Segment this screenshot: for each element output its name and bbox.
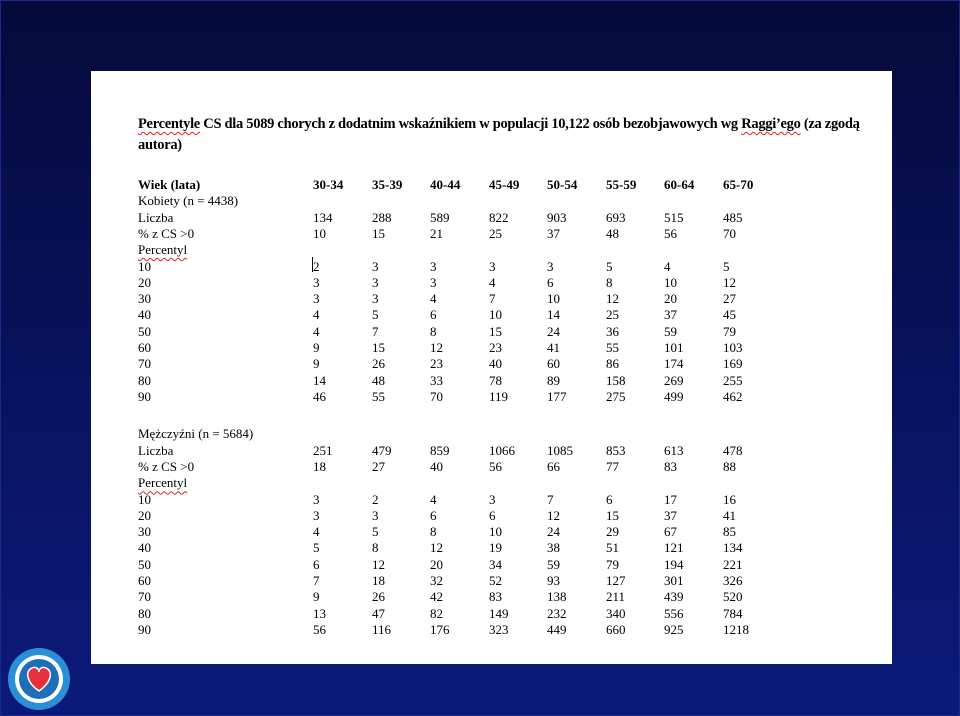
table-cell: 6 <box>430 507 437 523</box>
table-cell: 27 <box>723 291 736 307</box>
table-cell: 169 <box>723 356 743 372</box>
table-cell: 3 <box>430 258 437 274</box>
table-cell: 6 <box>547 274 554 290</box>
table-row <box>91 523 892 540</box>
table-row <box>91 588 892 605</box>
table-cell: 121 <box>664 540 684 556</box>
table-cell: 3 <box>489 258 496 274</box>
text-cursor <box>312 257 313 272</box>
table-cell: 323 <box>489 621 509 637</box>
table-cell: 221 <box>723 556 743 572</box>
table-cell: 439 <box>664 589 684 605</box>
table-row <box>91 621 892 638</box>
table-cell: 38 <box>547 540 560 556</box>
table-cell: 462 <box>723 388 743 404</box>
table-cell: 3 <box>313 491 320 507</box>
table-cell: 8 <box>372 540 379 556</box>
row-label: Percentyl <box>138 475 188 491</box>
table-cell: 10 <box>313 225 326 241</box>
table-row <box>91 539 892 556</box>
table-cell: 4 <box>430 291 437 307</box>
row-label: Liczba <box>138 442 174 458</box>
table-cell: 520 <box>723 589 743 605</box>
table-cell: 32 <box>430 573 443 589</box>
table-cell: 3 <box>372 507 379 523</box>
table-cell: 1085 <box>547 442 573 458</box>
table-cell: 903 <box>547 209 567 225</box>
table-cell: 3 <box>372 291 379 307</box>
table-cell: 7 <box>372 323 379 339</box>
row-label: Kobiety (n = 4438) <box>138 193 239 209</box>
table-cell: 37 <box>547 225 560 241</box>
row-label: 30 <box>138 524 151 540</box>
row-label: % z CS >0 <box>138 458 195 474</box>
table-cell: 5 <box>372 524 379 540</box>
table-row <box>91 290 892 307</box>
table-cell: 88 <box>723 458 736 474</box>
table-cell: 15 <box>372 225 385 241</box>
heart-logo-icon <box>6 646 72 712</box>
table-cell: 9 <box>313 589 320 605</box>
title-part-2: CS dla 5089 chorych z dodatnim wskaźnikiem w populacji 10,122 osób bezobjawowych wg <box>199 116 742 132</box>
row-label: Liczba <box>138 209 174 225</box>
table-cell: 46 <box>313 388 326 404</box>
table-cell: 515 <box>664 209 684 225</box>
row-label: 90 <box>138 621 151 637</box>
table-cell: 149 <box>489 605 509 621</box>
table-cell: 822 <box>489 209 509 225</box>
table-row <box>91 572 892 589</box>
table-cell: 12 <box>723 274 736 290</box>
table-cell: 15 <box>489 323 502 339</box>
table-cell: 103 <box>723 340 743 355</box>
table-cell: 79 <box>723 323 736 339</box>
table-cell: 36 <box>606 323 619 339</box>
table-cell: 119 <box>489 388 509 404</box>
table-cell: 37 <box>664 307 677 323</box>
table-cell: 449 <box>547 621 567 637</box>
table-cell: 174 <box>664 356 684 372</box>
title-part-1: Percentyle <box>138 116 200 132</box>
table-cell: 56 <box>664 225 677 241</box>
table-cell: 89 <box>547 372 560 388</box>
table-cell: 4 <box>664 258 671 274</box>
table-cell: 14 <box>313 372 326 388</box>
row-label: 20 <box>138 274 151 290</box>
table-cell: 4 <box>313 524 320 540</box>
table-cell: 7 <box>547 491 554 507</box>
table-cell: 255 <box>723 372 743 388</box>
table-row <box>91 258 892 275</box>
table-cell: 3 <box>313 274 320 290</box>
table-cell: 50-54 <box>547 177 578 192</box>
row-label: 10 <box>138 258 151 274</box>
table-cell: 79 <box>606 556 619 572</box>
table-cell: 60 <box>547 356 560 372</box>
row-label: 40 <box>138 540 151 556</box>
table-cell: 4 <box>313 323 320 339</box>
title-part-4: (za zgodą autora) <box>138 116 860 153</box>
document-page <box>91 71 892 664</box>
table-cell: 65-70 <box>723 177 754 192</box>
table-cell: 4 <box>430 491 437 507</box>
table-row <box>91 306 892 323</box>
table-cell: 12 <box>430 340 443 355</box>
table-cell: 859 <box>430 442 450 458</box>
table-cell: 134 <box>313 209 333 225</box>
table-cell: 5 <box>313 540 320 556</box>
table-cell: 86 <box>606 356 619 372</box>
table-cell: 6 <box>489 507 496 523</box>
table-cell: 4 <box>489 274 496 290</box>
table-cell: 5 <box>606 258 613 274</box>
table-cell: 70 <box>430 388 443 404</box>
count-row <box>91 442 892 459</box>
table-row <box>91 355 892 372</box>
percent-row <box>91 458 892 475</box>
table-cell: 7 <box>489 291 496 307</box>
table-row <box>91 388 892 405</box>
table-cell: 6 <box>606 491 613 507</box>
table-cell: 251 <box>313 442 333 458</box>
row-label: 10 <box>138 491 151 507</box>
table-cell: 693 <box>606 209 626 225</box>
row-label: % z CS >0 <box>138 225 195 241</box>
table-cell: 66 <box>547 458 560 474</box>
row-label: 60 <box>138 340 151 355</box>
table-cell: 60-64 <box>664 177 695 192</box>
table-row <box>91 556 892 573</box>
header-row <box>91 176 892 193</box>
table-cell: 177 <box>547 388 567 404</box>
table-cell: 4 <box>313 307 320 323</box>
table-cell: 232 <box>547 605 567 621</box>
table-cell: 101 <box>664 340 684 355</box>
table-cell: 29 <box>606 524 619 540</box>
table-cell: 56 <box>489 458 502 474</box>
table-cell: 158 <box>606 372 626 388</box>
table-cell: 613 <box>664 442 684 458</box>
table-cell: 70 <box>723 225 736 241</box>
table-cell: 485 <box>723 209 743 225</box>
table-cell: 3 <box>430 274 437 290</box>
table-cell: 1218 <box>723 621 749 637</box>
table-cell: 19 <box>489 540 502 556</box>
table-cell: 2 <box>313 258 320 274</box>
table-cell: 9 <box>313 340 320 355</box>
table-cell: 25 <box>489 225 502 241</box>
table-cell: 288 <box>372 209 392 225</box>
table-cell: 12 <box>606 291 619 307</box>
table-cell: 925 <box>664 621 684 637</box>
table-cell: 15 <box>606 507 619 523</box>
table-cell: 41 <box>547 340 560 355</box>
table-cell: 55 <box>372 388 385 404</box>
row-label: 80 <box>138 605 151 621</box>
table-cell: 83 <box>664 458 677 474</box>
table-cell: 275 <box>606 388 626 404</box>
row-label: Wiek (lata) <box>138 177 201 192</box>
table-cell: 211 <box>606 589 626 605</box>
table-cell: 478 <box>723 442 743 458</box>
percentile-label <box>91 241 892 258</box>
table-cell: 26 <box>372 589 385 605</box>
table-cell: 6 <box>430 307 437 323</box>
table-cell: 26 <box>372 356 385 372</box>
table-cell: 116 <box>372 621 392 637</box>
table-cell: 17 <box>664 491 677 507</box>
table-cell: 9 <box>313 356 320 372</box>
table-cell: 16 <box>723 491 736 507</box>
table-cell: 589 <box>430 209 450 225</box>
table-cell: 35-39 <box>372 177 403 192</box>
table-cell: 85 <box>723 524 736 540</box>
table-row <box>91 339 892 356</box>
table-cell: 93 <box>547 573 560 589</box>
table-row <box>91 274 892 291</box>
table-cell: 479 <box>372 442 392 458</box>
table-cell: 127 <box>606 573 626 589</box>
table-cell: 18 <box>372 573 385 589</box>
table-cell: 21 <box>430 225 443 241</box>
table-cell: 20 <box>664 291 677 307</box>
table-cell: 301 <box>664 573 684 589</box>
row-label: 90 <box>138 388 151 404</box>
table-cell: 326 <box>723 573 743 589</box>
table-cell: 30-34 <box>313 177 344 192</box>
row-label: 50 <box>138 323 151 339</box>
table-cell: 59 <box>664 323 677 339</box>
table-cell: 51 <box>606 540 619 556</box>
table-row <box>91 507 892 524</box>
table-cell: 23 <box>430 356 443 372</box>
table-cell: 853 <box>606 442 626 458</box>
table-cell: 5 <box>723 258 730 274</box>
table-cell: 556 <box>664 605 684 621</box>
table-cell: 34 <box>489 556 502 572</box>
table-cell: 12 <box>372 556 385 572</box>
table-cell: 40 <box>430 458 443 474</box>
table-cell: 77 <box>606 458 619 474</box>
table-cell: 48 <box>606 225 619 241</box>
row-label: 20 <box>138 507 151 523</box>
table-cell: 78 <box>489 372 502 388</box>
table-cell: 37 <box>664 507 677 523</box>
table-cell: 59 <box>547 556 560 572</box>
percentile-label <box>91 474 892 491</box>
section-label <box>91 425 892 442</box>
table-cell: 3 <box>372 258 379 274</box>
table-cell: 20 <box>430 556 443 572</box>
table-cell: 56 <box>313 621 326 637</box>
table-cell: 33 <box>430 372 443 388</box>
row-label: 40 <box>138 307 151 323</box>
table-cell: 42 <box>430 589 443 605</box>
table-cell: 55 <box>606 340 619 355</box>
row-label: 60 <box>138 573 151 589</box>
row-label: 80 <box>138 372 151 388</box>
table-cell: 8 <box>430 524 437 540</box>
table-cell: 47 <box>372 605 385 621</box>
table-cell: 45-49 <box>489 177 520 192</box>
table-cell: 660 <box>606 621 626 637</box>
row-label: 70 <box>138 589 151 605</box>
table-cell: 27 <box>372 458 385 474</box>
table-cell: 10 <box>489 524 502 540</box>
table-cell: 3 <box>489 491 496 507</box>
table-cell: 12 <box>547 507 560 523</box>
table-cell: 18 <box>313 458 326 474</box>
table-row <box>91 323 892 340</box>
table-cell: 55-59 <box>606 177 637 192</box>
table-cell: 194 <box>664 556 684 572</box>
table-cell: 14 <box>547 307 560 323</box>
table-cell: 82 <box>430 605 443 621</box>
table-cell: 784 <box>723 605 743 621</box>
table-cell: 138 <box>547 589 567 605</box>
row-label: 50 <box>138 556 151 572</box>
table-cell: 83 <box>489 589 502 605</box>
table-cell: 7 <box>313 573 320 589</box>
table-cell: 340 <box>606 605 626 621</box>
table-cell: 24 <box>547 524 560 540</box>
table-cell: 269 <box>664 372 684 388</box>
table-cell: 1066 <box>489 442 515 458</box>
table-cell: 52 <box>489 573 502 589</box>
table-cell: 10 <box>664 274 677 290</box>
table-cell: 5 <box>372 307 379 323</box>
table-cell: 176 <box>430 621 450 637</box>
table-cell: 134 <box>723 540 743 556</box>
table-cell: 24 <box>547 323 560 339</box>
table-cell: 3 <box>313 291 320 307</box>
table-cell: 2 <box>372 491 379 507</box>
table-cell: 8 <box>430 323 437 339</box>
row-label: 70 <box>138 356 151 372</box>
document-title <box>138 114 888 156</box>
table-cell: 3 <box>313 507 320 523</box>
percent-row <box>91 225 892 242</box>
table-row <box>91 372 892 389</box>
table-cell: 6 <box>313 556 320 572</box>
table-cell: 13 <box>313 605 326 621</box>
table-cell: 3 <box>547 258 554 274</box>
table-cell: 40-44 <box>430 177 461 192</box>
table-cell: 10 <box>547 291 560 307</box>
table-cell: 499 <box>664 388 684 404</box>
row-label: Mężczyźni (n = 5684) <box>138 426 254 442</box>
table-cell: 12 <box>430 540 443 556</box>
table-cell: 8 <box>606 274 613 290</box>
table-cell: 25 <box>606 307 619 323</box>
row-label: Percentyl <box>138 242 188 258</box>
table-cell: 23 <box>489 340 502 355</box>
row-label: 30 <box>138 291 151 307</box>
table-cell: 45 <box>723 307 736 323</box>
table-cell: 40 <box>489 356 502 372</box>
count-row <box>91 209 892 226</box>
table-cell: 15 <box>372 340 385 355</box>
table-cell: 41 <box>723 507 736 523</box>
title-part-3: Raggi’ego <box>741 116 801 132</box>
section-label <box>91 192 892 209</box>
table-cell: 67 <box>664 524 677 540</box>
table-cell: 10 <box>489 307 502 323</box>
table-cell: 3 <box>372 274 379 290</box>
table-row <box>91 605 892 622</box>
table-row <box>91 491 892 508</box>
table-cell: 48 <box>372 372 385 388</box>
